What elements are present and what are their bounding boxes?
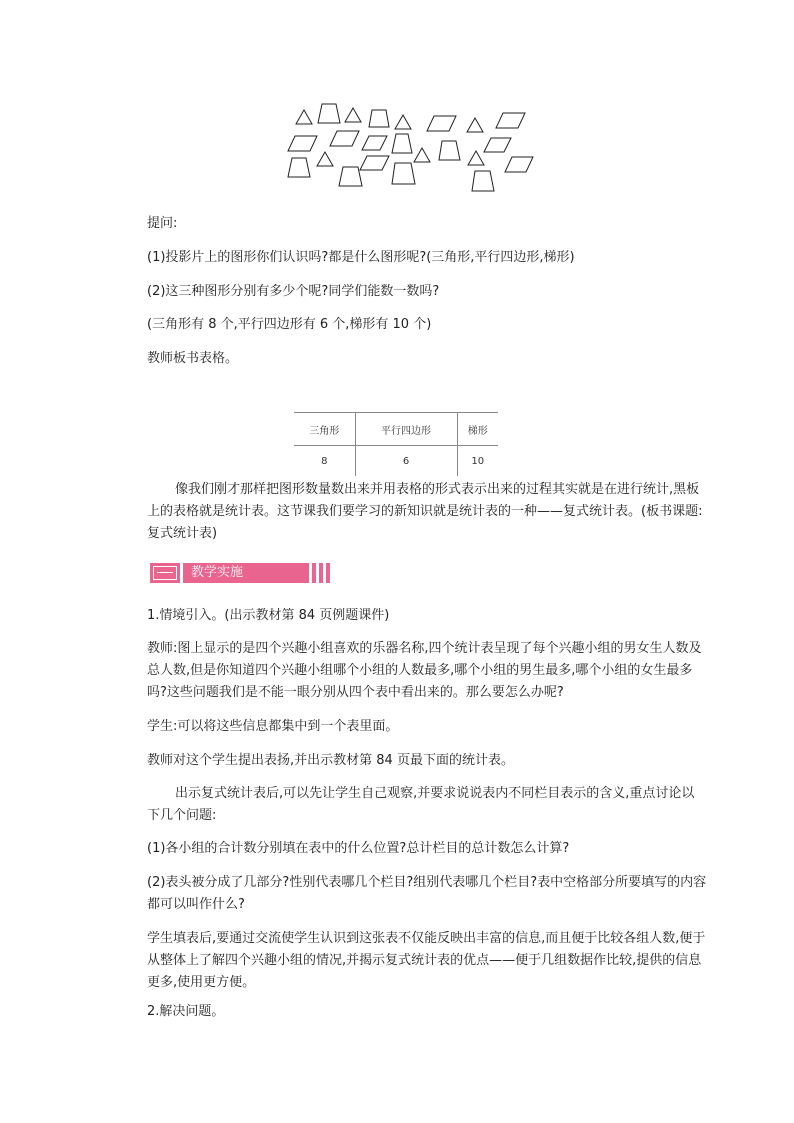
triangle-shape bbox=[317, 152, 333, 166]
parallelogram-shape bbox=[362, 136, 387, 150]
parallelogram-shape bbox=[330, 131, 359, 146]
trapezoid-shape bbox=[439, 141, 460, 160]
discuss-paragraph: 出示复式统计表后,可以先让学生自己观察,并要求说说表内不同栏目表示的含义,重点讨论以下几个问题: bbox=[147, 786, 695, 823]
step-2: 2.解决问题。 bbox=[147, 1004, 225, 1019]
student-paragraph: 学生:可以将这些信息都集中到一个表里面。 bbox=[147, 719, 399, 734]
teacher-paragraph: 教师:图上显示的是四个兴趣小组喜欢的乐器名称,四个统计表呈现了每个兴趣小组的男女生人数及总人数,但是你知道四个兴趣小组哪个小组的人数最多,哪个小组的男生最多,哪个小组的女生最多吗?这些问题我们是不能一眼分别从四个表中看出来的。那么要怎么办呢? bbox=[147, 641, 702, 700]
trapezoid-shape bbox=[472, 171, 494, 191]
section-title: 教学实施 bbox=[191, 565, 244, 580]
triangle-shape bbox=[468, 151, 484, 165]
shape-count-table bbox=[294, 412, 498, 476]
question-label: 提问: bbox=[147, 216, 178, 231]
triangle-shape bbox=[414, 148, 430, 162]
table-cell: 6 bbox=[355, 446, 457, 477]
section-banner bbox=[150, 563, 334, 583]
trapezoid-shape bbox=[392, 163, 415, 184]
triangle-shape bbox=[467, 118, 483, 132]
trapezoid-shape bbox=[369, 110, 389, 127]
discussion-question-1: (1)各小组的合计数分别填在表中的什么位置?总计栏目的总计数怎么计算? bbox=[147, 841, 570, 856]
step-1: 1.情境引入。(出示教材第 84 页例题课件) bbox=[147, 608, 390, 623]
triangle-shape bbox=[345, 108, 361, 122]
trapezoid-shape bbox=[339, 167, 362, 186]
intro-paragraph: 像我们刚才那样把图形数量数出来并用表格的形式表示出来的过程其实就是在进行统计,黑板上的表格就是统计表。这节课我们要学习的新知识就是统计表的一种——复式统计表。(板书课题:复式统计表) bbox=[147, 482, 703, 541]
section-number-icon bbox=[150, 563, 180, 583]
table-cell: 10 bbox=[457, 446, 498, 477]
parallelogram-shape bbox=[427, 116, 456, 131]
table-cell: 8 bbox=[321, 455, 328, 467]
shapes-illustration bbox=[280, 100, 540, 195]
table-header-cell: 梯形 bbox=[457, 413, 498, 446]
parallelogram-shape bbox=[360, 156, 389, 170]
discussion-question-2: (2)表头被分成了几部分?性别代表哪几个栏目?组别代表哪几个栏目?表中空格部分所要填写的内容都可以叫作什么? bbox=[147, 875, 707, 912]
answer-text: (三角形有 8 个,平行四边形有 6 个,梯形有 10 个) bbox=[147, 317, 432, 332]
praise-paragraph: 教师对这个学生提出表扬,并出示教材第 84 页最下面的统计表。 bbox=[147, 753, 514, 768]
parallelogram-shape bbox=[484, 138, 511, 152]
table-header-cell: 三角形 bbox=[294, 413, 355, 446]
question-2: (2)这三种图形分别有多少个呢?同学们能数一数吗? bbox=[147, 284, 440, 299]
summary-paragraph: 学生填表后,要通过交流使学生认识到这张表不仅能反映出丰富的信息,而且便于比较各组人数,便于从整体上了解四个兴趣小组的情况,并揭示复式统计表的优点——便于几组数据作比较,提供的信息更多,使用更方便。 bbox=[147, 931, 706, 990]
parallelogram-shape bbox=[288, 136, 317, 151]
banner-stripe bbox=[319, 563, 323, 583]
triangle-shape bbox=[395, 115, 411, 129]
table-header-cell: 平行四边形 bbox=[355, 413, 457, 446]
board-note: 教师板书表格。 bbox=[147, 351, 239, 366]
trapezoid-shape bbox=[392, 134, 412, 153]
banner-stripe bbox=[326, 563, 330, 583]
trapezoid-shape bbox=[288, 158, 310, 177]
question-1: (1)投影片上的图形你们认识吗?都是什么图形呢?(三角形,平行四边形,梯形) bbox=[147, 250, 575, 265]
section-title-bar bbox=[183, 563, 309, 583]
parallelogram-shape bbox=[505, 157, 533, 172]
trapezoid-shape bbox=[318, 104, 340, 123]
table-row bbox=[294, 446, 498, 477]
parallelogram-shape bbox=[496, 113, 525, 128]
triangle-shape bbox=[296, 110, 312, 124]
banner-stripe bbox=[312, 563, 316, 583]
table-header-row bbox=[294, 413, 498, 446]
